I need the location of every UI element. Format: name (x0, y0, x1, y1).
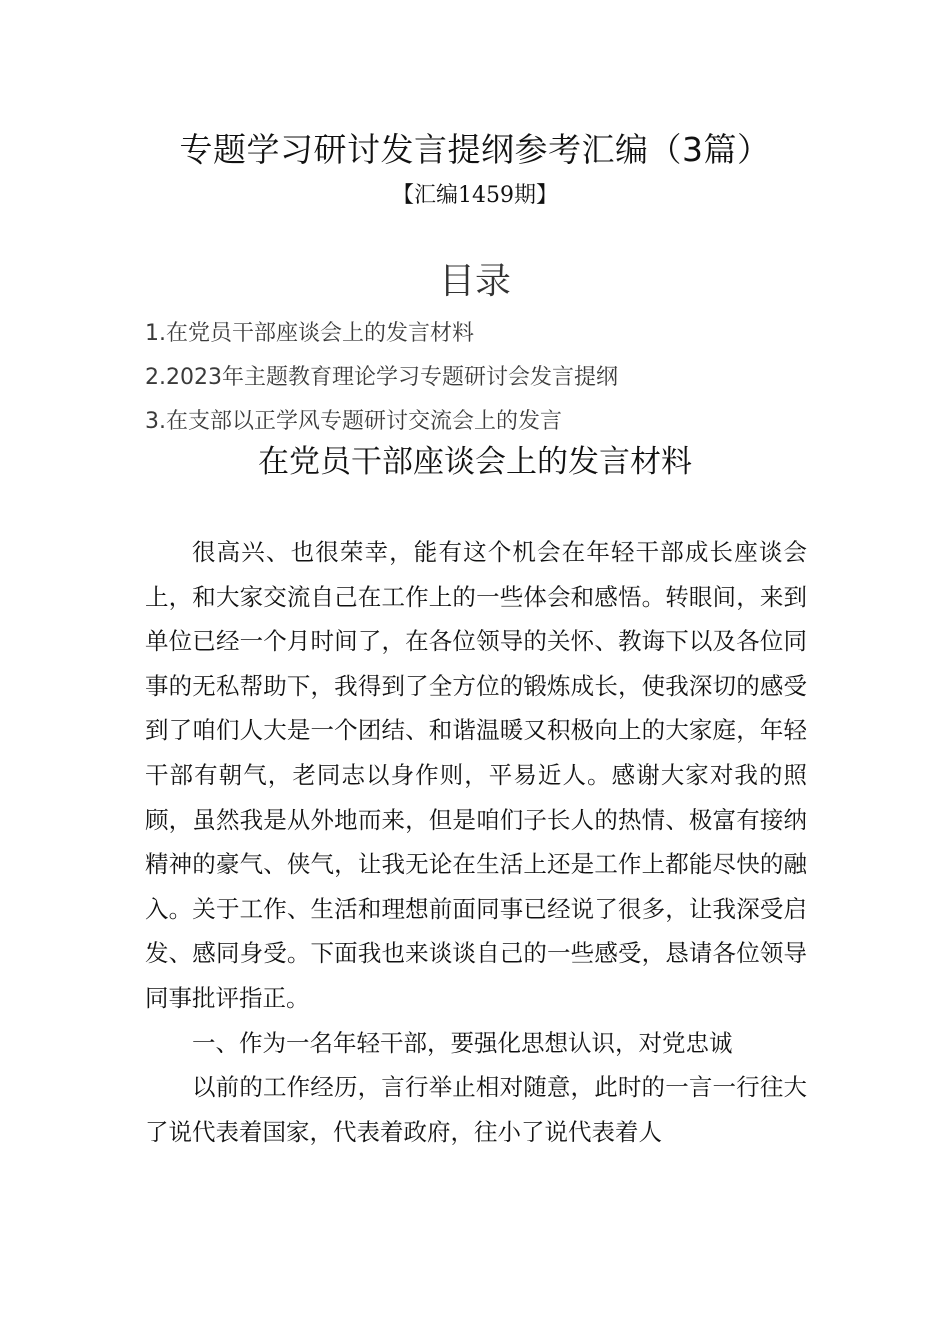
section-title: 在党员干部座谈会上的发言材料 (258, 444, 692, 480)
body-text (145, 530, 807, 1154)
document-title: 专题学习研讨发言提纲参考汇编（3篇） (179, 130, 771, 169)
paragraph: 很高兴、也很荣幸，能有这个机会在年轻干部成长座谈会上，和大家交流自己在工作上的一些体会和感悟。转眼间，来到单位已经一个月时间了，在各位领导的关怀、教诲下以及各位同事的无私帮助下，我得到了全方位的锻炼成长，使我深切的感受到了咱们人大是一个团结、和谐温暖又积极向上的大家庭，年轻干部有朝气，老同志以身作则，平易近人。感谢大家对我的照顾，虽然我是从外地而来，但是咱们子长人的热情、极富有接纳精神的豪气、侠气，让我无论在生活上还是工作上都能尽快的融入。关于工作、生活和理想前面同事已经说了很多，让我深受启发、感同身受。下面我也来谈谈自己的一些感受，恳请各位领导同事批评指正。 (145, 538, 807, 1012)
toc-item: 3.在支部以正学风专题研讨交流会上的发言 (145, 409, 562, 434)
document-issue-number: 【汇编1459期】 (392, 183, 558, 208)
paragraph: 以前的工作经历，言行举止相对随意，此时的一言一行往大了说代表着国家，代表着政府，往小了说代表着人 (145, 1073, 807, 1146)
toc-item: 2.2023年主题教育理论学习专题研讨会发言提纲 (145, 365, 618, 390)
table-of-contents (145, 312, 825, 444)
toc-item: 1.在党员干部座谈会上的发言材料 (145, 321, 474, 346)
paragraph-heading: 一、作为一名年轻干部，要强化思想认识，对党忠诚 (192, 1028, 733, 1057)
toc-heading: 目录 (438, 261, 511, 302)
